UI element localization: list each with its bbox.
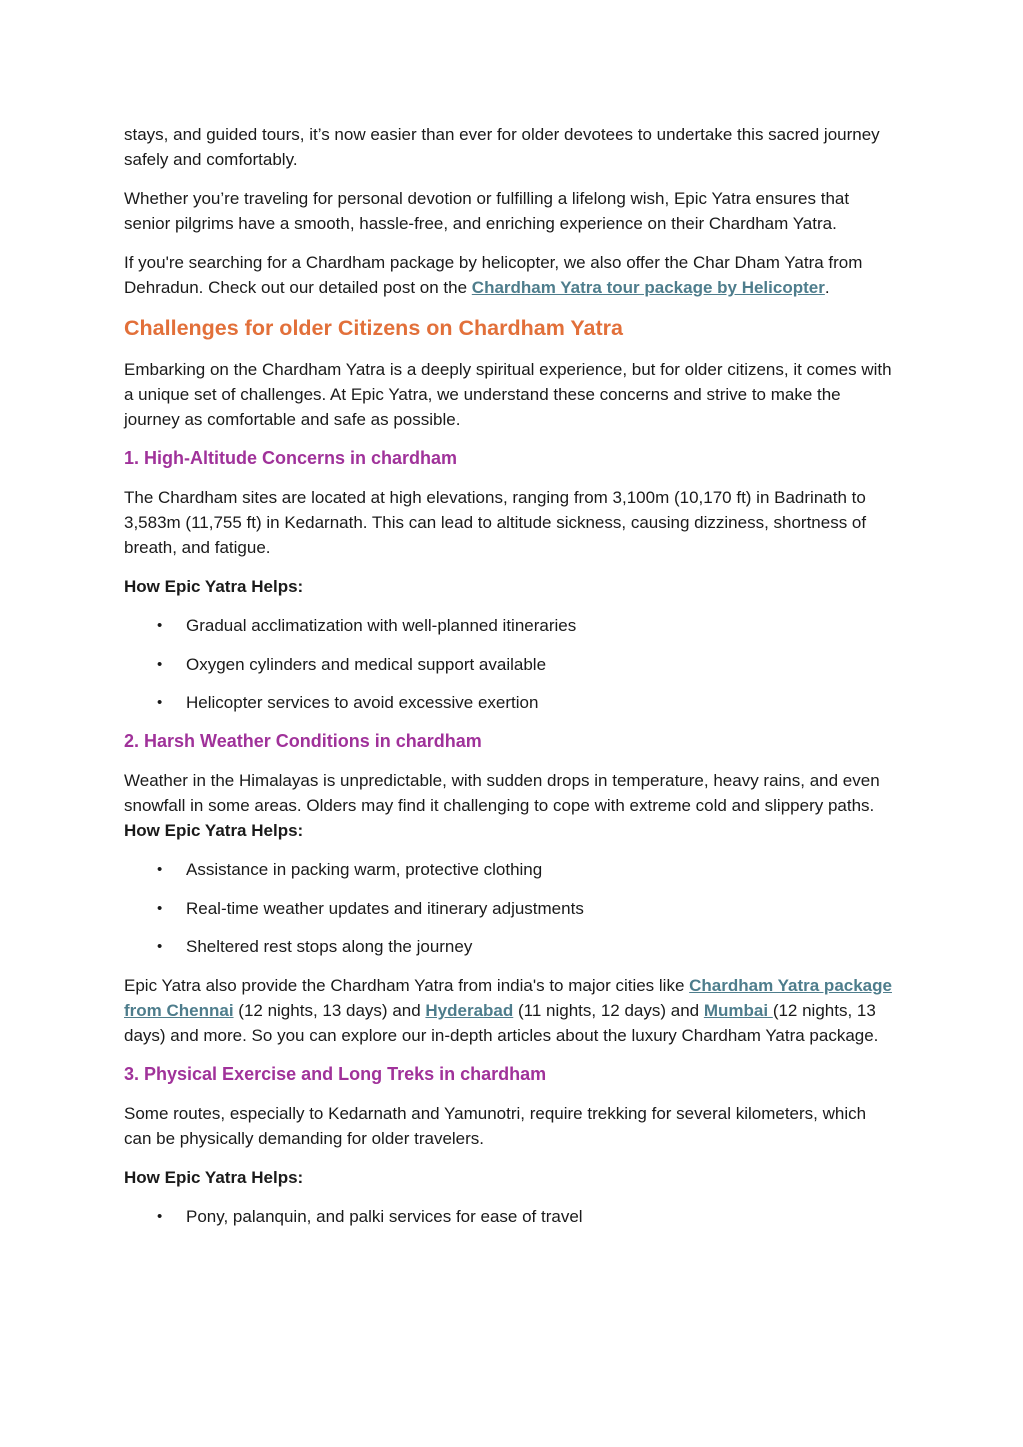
section-3-bullet-list <box>124 1204 896 1229</box>
section-2-heading: 2. Harsh Weather Conditions in chardham <box>124 731 482 751</box>
bullet-icon: • <box>157 655 163 673</box>
section-3-heading: 3. Physical Exercise and Long Treks in chardham <box>124 1064 547 1084</box>
bullet-icon: • <box>157 861 163 878</box>
section-2-bullet-list <box>124 857 896 959</box>
helicopter-package-link[interactable]: Chardham Yatra tour package by Helicopter <box>471 278 825 297</box>
mumbai-package-link[interactable]: Mumbai <box>703 1001 773 1020</box>
section-1-heading: 1. High-Altitude Concerns in chardham <box>124 448 458 468</box>
intro-paragraph-1: stays, and guided tours, it’s now easier than ever for older devotees to undertake this sacred journey safely and comfortably. <box>124 125 880 169</box>
list-item <box>124 1204 896 1229</box>
list-item <box>124 652 896 677</box>
section-1-helps-label: How Epic Yatra Helps: <box>124 577 304 596</box>
list-item <box>124 857 896 882</box>
list-item-text: Assistance in packing warm, protective clothing <box>186 860 543 879</box>
intro-paragraph-3-text: If you're searching for a Chardham package by helicopter, we also offer the Char Dham Yatra from Dehradun. Check out our detailed post on the <box>124 253 863 297</box>
section-1-text: The Chardham sites are located at high elevations, ranging from 3,100m (10,170 ft) in Badrinath to 3,583m (11,755 ft) in Kedarnath. This can lead to altitude sickness, causing dizziness, shortness of breath, and fatigue. <box>124 488 867 557</box>
list-item-text: Helicopter services to avoid excessive exertion <box>186 693 539 712</box>
bullet-icon: • <box>157 617 163 634</box>
list-item <box>124 613 896 638</box>
hyderabad-package-link[interactable]: Hyderabad <box>425 1001 514 1020</box>
section-1-helps-paragraph <box>124 574 896 599</box>
document-page <box>124 122 896 1243</box>
cities-text-2: (12 nights, 13 days) and <box>233 1001 426 1020</box>
list-item-text: Pony, palanquin, and palki services for ease of travel <box>186 1207 583 1226</box>
list-item-text: Sheltered rest stops along the journey <box>186 937 473 956</box>
challenges-intro: Embarking on the Chardham Yatra is a deeply spiritual experience, but for older citizens, it comes with a unique set of challenges. At Epic Yatra, we understand these concerns and strive to make the journey as comfortable and safe as possible. <box>124 360 892 429</box>
section-3-text: Some routes, especially to Kedarnath and Yamunotri, require trekking for several kilometers, which can be physically demanding for older travelers. <box>124 1104 867 1148</box>
section-1-bullet-list <box>124 613 896 715</box>
list-item-text: Real-time weather updates and itinerary adjustments <box>186 898 584 918</box>
list-item <box>124 934 896 959</box>
bullet-icon: • <box>157 1208 163 1225</box>
cities-text-3: (11 nights, 12 days) and <box>513 1001 704 1020</box>
cities-text-4: (12 nights, 13 days) and more. So you can explore our in-depth articles about the luxury Chardham Yatra package. <box>124 1001 879 1045</box>
intro-paragraph-3-end: . <box>824 278 830 297</box>
section-2-text-paragraph <box>124 768 896 843</box>
chennai-package-link[interactable]: Chardham Yatra package from Chennai <box>124 976 892 1020</box>
intro-paragraph-2: Whether you’re traveling for personal devotion or fulfilling a lifelong wish, Epic Yatra ensures that senior pilgrims have a smooth, hassle-free, and enriching experience on their Chardham Yatra. <box>124 189 850 233</box>
bullet-icon: • <box>157 938 163 955</box>
section-3-helps-paragraph <box>124 1165 896 1190</box>
list-item-text: Gradual acclimatization with well-planned itineraries <box>186 616 577 635</box>
section-2-text: Weather in the Himalayas is unpredictable, with sudden drops in temperature, heavy rains, and even snowfall in some areas. Olders may find it challenging to cope with extreme cold and slippery paths. <box>124 771 880 815</box>
list-item-text: Oxygen cylinders and medical support available <box>186 654 547 674</box>
cities-paragraph <box>124 973 896 1048</box>
list-item <box>124 690 896 715</box>
intro-paragraph-3 <box>124 250 896 300</box>
cities-text-1: Epic Yatra also provide the Chardham Yatra from india's to major cities like <box>124 976 690 995</box>
list-item <box>124 896 896 921</box>
bullet-icon: • <box>157 899 163 917</box>
section-2-helps-label: How Epic Yatra Helps: <box>124 821 304 840</box>
section-3-helps-label: How Epic Yatra Helps: <box>124 1168 304 1187</box>
challenges-heading: Challenges for older Citizens on Chardham Yatra <box>124 316 623 340</box>
bullet-icon: • <box>157 694 163 711</box>
